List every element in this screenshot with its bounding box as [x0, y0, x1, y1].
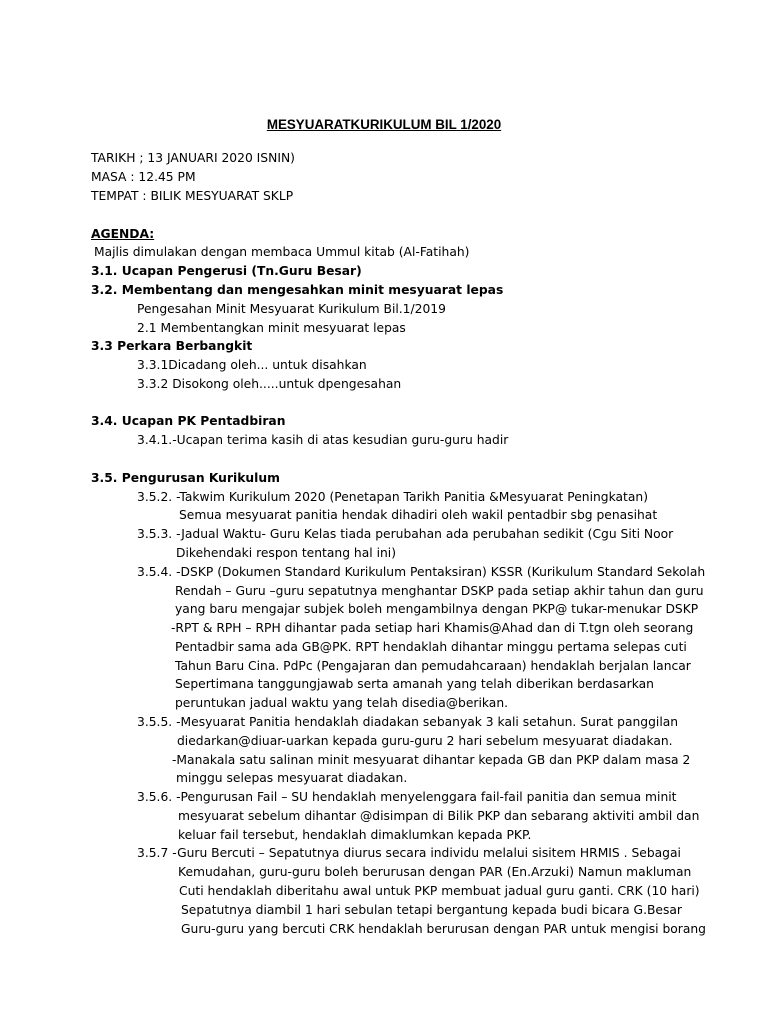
agenda-line: -RPT & RPH – RPH dihantar pada setiap hari Khamis@Ahad dan di T.tgn oleh seorang [171, 621, 694, 635]
agenda-heading: AGENDA: [91, 227, 155, 241]
agenda-line: 3.5.4. -DSKP (Dokumen Standard Kurikulum Pentaksiran) KSSR (Kurikulum Standard Sekolah [137, 565, 706, 579]
agenda-section-heading: 3.2. Membentang dan mengesahkan minit mesyuarat lepas [91, 283, 504, 297]
agenda-line: Semua mesyuarat panitia hendak dihadiri oleh wakil pentadbir sbg penasihat [179, 508, 658, 522]
agenda-line: Tahun Baru Cina. PdPc (Pengajaran dan pemudahcaraan) hendaklah berjalan lancar [175, 659, 691, 673]
agenda-line: mesyuarat sebelum dihantar @disimpan di Bilik PKP dan sebarang aktiviti ambil dan [178, 809, 700, 823]
agenda-section-heading: 3.3 Perkara Berbangkit [91, 339, 253, 353]
agenda-line: Dikehendaki respon tentang hal ini) [176, 546, 396, 560]
agenda-line: Pentadbir sama ada GB@PK. RPT hendaklah dihantar minggu pertama selepas cuti [175, 640, 687, 654]
agenda-line: Guru-guru yang bercuti CRK hendaklah berurusan dengan PAR untuk mengisi borang [181, 922, 706, 936]
agenda-line: Rendah – Guru –guru sepatutnya menghantar DSKP pada setiap akhir tahun dan guru [175, 584, 704, 598]
agenda-line: 3.5.7 -Guru Bercuti – Sepatutnya diurus secara individu melalui sisitem HRMIS . Sebagai [137, 846, 681, 860]
agenda-line: Cuti hendaklah diberitahu awal untuk PKP membuat jadual guru ganti. CRK (10 hari) [179, 884, 700, 898]
agenda-line: peruntukan jadual waktu yang telah disedia@berikan. [175, 696, 509, 710]
meeting-time: MASA : 12.45 PM [91, 170, 196, 184]
agenda-line: minggu selepas mesyuarat diadakan. [176, 771, 408, 785]
agenda-line: 3.5.3. -Jadual Waktu- Guru Kelas tiada perubahan ada perubahan sedikit (Cgu Siti Noor [137, 527, 674, 541]
agenda-line: 3.4.1.-Ucapan terima kasih di atas kesudian guru-guru hadir [137, 433, 509, 447]
agenda-line: 3.5.6. -Pengurusan Fail – SU hendaklah menyelenggara fail-fail panitia dan semua minit [137, 790, 677, 804]
agenda-line: -Manakala satu salinan minit mesyuarat dihantar kepada GB dan PKP dalam masa 2 [172, 753, 691, 767]
meeting-venue: TEMPAT : BILIK MESYUARAT SKLP [91, 189, 294, 203]
agenda-line: 3.5.5. -Mesyuarat Panitia hendaklah diadakan sebanyak 3 kali setahun. Surat panggilan [137, 715, 679, 729]
agenda-line: yang baru mengajar subjek boleh mengambilnya dengan PKP@ tukar-menukar DSKP [175, 602, 699, 616]
agenda-line: 3.3.2 Disokong oleh.....untuk dpengesahan [137, 377, 402, 391]
meeting-date: TARIKH ; 13 JANUARI 2020 ISNIN) [91, 151, 295, 165]
agenda-line: diedarkan@diuar-uarkan kepada guru-guru 2 hari sebelum mesyuarat diadakan. [177, 734, 673, 748]
agenda-line: Pengesahan Minit Mesyuarat Kurikulum Bil.1/2019 [137, 302, 446, 316]
agenda-line: keluar fail tersebut, hendaklah dimaklumkan kepada PKP. [178, 828, 532, 842]
agenda-section-heading: 3.5. Pengurusan Kurikulum [91, 471, 280, 485]
agenda-line: Sepatutnya diambil 1 hari sebulan tetapi bergantung kepada budi bicara G.Besar [181, 903, 682, 917]
agenda-line: 3.5.2. -Takwim Kurikulum 2020 (Penetapan Tarikh Panitia &Mesyuarat Peningkatan) [137, 490, 648, 504]
agenda-section-heading: 3.4. Ucapan PK Pentadbiran [91, 414, 286, 428]
agenda-line: 3.3.1Dicadang oleh... untuk disahkan [137, 358, 367, 372]
document-title: MESYUARATKURIKULUM BIL 1/2020 [266, 117, 502, 132]
agenda-line: Majlis dimulakan dengan membaca Ummul kitab (Al-Fatihah) [94, 245, 470, 259]
agenda-line: Kemudahan, guru-guru boleh berurusan dengan PAR (En.Arzuki) Namun makluman [178, 865, 692, 879]
agenda-line: Sepertimana tanggungjawab serta amanah yang telah diberikan berdasarkan [175, 677, 654, 691]
agenda-section-heading: 3.1. Ucapan Pengerusi (Tn.Guru Besar) [91, 264, 362, 278]
agenda-line: 2.1 Membentangkan minit mesyuarat lepas [137, 321, 406, 335]
